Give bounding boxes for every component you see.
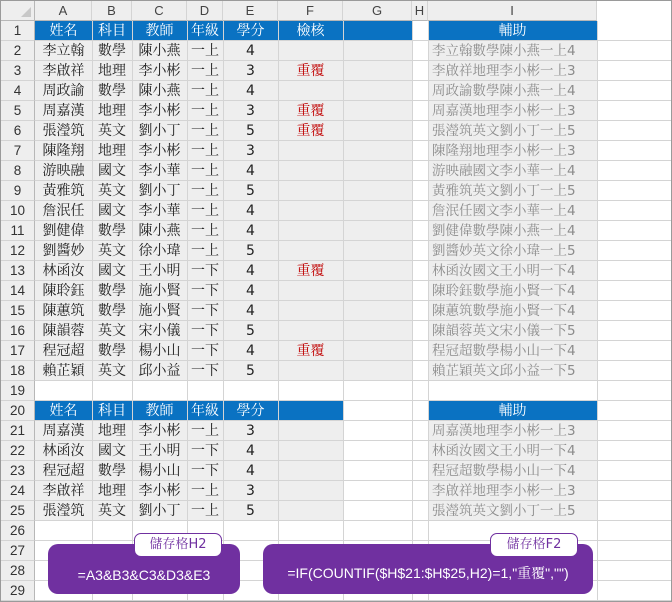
cell-reference-badge: 儲存格H2: [134, 533, 222, 557]
table1-cell[interactable]: 5: [246, 123, 255, 139]
table1-cell[interactable]: 4: [246, 343, 255, 359]
table2-cell[interactable]: 英文: [98, 503, 126, 519]
row-header-29[interactable]: 29: [1, 581, 35, 601]
table1-cell[interactable]: 一上: [191, 83, 219, 99]
row-header-16[interactable]: 16: [1, 321, 35, 341]
table2-header-cell[interactable]: 學分: [236, 403, 265, 419]
table1-cell[interactable]: 4: [246, 83, 255, 99]
table1-cell[interactable]: 徐小瑋: [138, 243, 181, 259]
check-cell[interactable]: [278, 241, 343, 261]
row-header-26[interactable]: 26: [1, 521, 35, 541]
table1-cell[interactable]: 地理: [98, 103, 126, 119]
row-header-8[interactable]: 8: [1, 161, 35, 181]
helper1-cell[interactable]: 游映融國文李小華一上4: [432, 163, 576, 179]
helper1-cell[interactable]: 劉醬妙英文徐小瑋一上5: [432, 243, 576, 259]
helper1-cell[interactable]: 黃雅筑英文劉小丁一上5: [432, 183, 576, 199]
table1-cell[interactable]: 詹泯任: [42, 203, 85, 219]
gridline-vertical: [412, 21, 413, 601]
check-cell[interactable]: 重覆: [296, 103, 325, 119]
table1-cell[interactable]: 陳蕙筑: [42, 303, 85, 319]
table1-cell[interactable]: 數學: [98, 43, 126, 59]
table1-cell[interactable]: 5: [246, 323, 255, 339]
row-header-28[interactable]: 28: [1, 561, 35, 581]
table1-cell[interactable]: 4: [246, 43, 255, 59]
helper1-cell[interactable]: 陳聆鈺數學施小賢一下4: [432, 283, 576, 299]
check-cell[interactable]: [278, 361, 343, 381]
table1-cell[interactable]: 一上: [191, 43, 219, 59]
table2-cell[interactable]: 周嘉漢: [42, 423, 85, 439]
table2-cell[interactable]: 地理: [98, 483, 126, 499]
table1-cell[interactable]: 李啟祥: [42, 63, 85, 79]
table1-cell[interactable]: 4: [246, 163, 255, 179]
table1-cell[interactable]: 王小明: [138, 263, 181, 279]
table1-cell[interactable]: 陳小燕: [138, 43, 181, 59]
table1-cell[interactable]: 3: [246, 103, 255, 119]
table1-cell[interactable]: 一上: [191, 183, 219, 199]
row-header-19[interactable]: 19: [1, 381, 35, 401]
table2-cell[interactable]: 林函汝: [42, 443, 85, 459]
table1-cell[interactable]: 3: [246, 143, 255, 159]
formula-text: =IF(COUNTIF($H$21:$H$25,H2)=1,"重覆",""): [287, 565, 569, 581]
table1-cell[interactable]: 劉小丁: [138, 183, 181, 199]
row-header-4[interactable]: 4: [1, 81, 35, 101]
table1-cell[interactable]: 陳聆鈺: [42, 283, 85, 299]
row-header-24[interactable]: 24: [1, 481, 35, 501]
table1-cell[interactable]: 一上: [191, 243, 219, 259]
table1-cell[interactable]: 英文: [98, 323, 126, 339]
table1-cell[interactable]: 劉健偉: [42, 223, 85, 239]
check-cell[interactable]: [278, 201, 343, 221]
table1-cell[interactable]: 周政諭: [42, 83, 85, 99]
row-header-9[interactable]: 9: [1, 181, 35, 201]
table1-cell[interactable]: 5: [246, 363, 255, 379]
row-header-21[interactable]: 21: [1, 421, 35, 441]
helper1-cell[interactable]: 林函汝國文王小明一下4: [432, 263, 576, 279]
table1-cell[interactable]: 一上: [191, 203, 219, 219]
table1-cell[interactable]: 陳小燕: [138, 223, 181, 239]
table1-cell[interactable]: 數學: [98, 83, 126, 99]
table2-cell[interactable]: 王小明: [138, 443, 181, 459]
table1-cell[interactable]: 4: [246, 223, 255, 239]
row-header-20[interactable]: 20: [1, 401, 35, 421]
helper2-cell[interactable]: 周嘉漢地理李小彬一上3: [432, 423, 576, 439]
table1-cell[interactable]: 國文: [98, 163, 126, 179]
column-header-b[interactable]: B: [92, 1, 132, 21]
table1-cell[interactable]: 國文: [98, 263, 126, 279]
table2-cell[interactable]: 劉小丁: [138, 503, 181, 519]
table2-header-cell[interactable]: 科目: [98, 403, 126, 419]
check-cell[interactable]: [278, 161, 343, 181]
row-header-7[interactable]: 7: [1, 141, 35, 161]
helper1-cell[interactable]: 周嘉漢地理李小彬一上3: [432, 103, 576, 119]
table1-cell[interactable]: 數學: [98, 283, 126, 299]
table1-cell[interactable]: 陳隆翔: [42, 143, 85, 159]
helper1-cell[interactable]: 詹泯任國文李小華一上4: [432, 203, 576, 219]
check-cell[interactable]: [278, 41, 343, 61]
table2-cell[interactable]: 程冠超: [42, 463, 85, 479]
table1-cell[interactable]: 周嘉漢: [42, 103, 85, 119]
column-header-e[interactable]: E: [223, 1, 278, 21]
table2-cell[interactable]: 張瀅筑: [42, 503, 85, 519]
formula-text: =A3&B3&C3&D3&E3: [77, 567, 211, 583]
row-header-12[interactable]: 12: [1, 241, 35, 261]
helper1-cell[interactable]: 張瀅筑英文劉小丁一上5: [432, 123, 576, 139]
table2-cell[interactable]: 國文: [98, 443, 126, 459]
table1-cell[interactable]: 一上: [191, 163, 219, 179]
check-cell[interactable]: [278, 221, 343, 241]
row-header-3[interactable]: 3: [1, 61, 35, 81]
check-cell[interactable]: [278, 141, 343, 161]
column-header-f[interactable]: F: [278, 1, 343, 21]
helper2-cell[interactable]: 程冠超數學楊小山一下4: [432, 463, 576, 479]
table2-cell[interactable]: 李小彬: [138, 423, 181, 439]
helper2-cell[interactable]: 林函汝國文王小明一下4: [432, 443, 576, 459]
table1-cell[interactable]: 黃雅筑: [42, 183, 85, 199]
row-header-13[interactable]: 13: [1, 261, 35, 281]
column-header-h[interactable]: H: [412, 1, 428, 21]
table1-cell[interactable]: 一下: [191, 263, 219, 279]
row-header-27[interactable]: 27: [1, 541, 35, 561]
table1-cell[interactable]: 李小彬: [138, 103, 181, 119]
row-header-11[interactable]: 11: [1, 221, 35, 241]
row-header-22[interactable]: 22: [1, 441, 35, 461]
column-header-g[interactable]: G: [343, 1, 412, 21]
helper2-cell[interactable]: 張瀅筑英文劉小丁一上5: [432, 503, 576, 519]
check-cell[interactable]: [278, 301, 343, 321]
table2-cell[interactable]: 4: [246, 463, 255, 479]
table1-cell[interactable]: 數學: [98, 343, 126, 359]
helper2-cell[interactable]: 李啟祥地理李小彬一上3: [432, 483, 576, 499]
helper1-cell[interactable]: 陳隆翔地理李小彬一上3: [432, 143, 576, 159]
table2-cell[interactable]: 5: [246, 503, 255, 519]
helper1-cell[interactable]: 李立翰數學陳小燕一上4: [432, 43, 576, 59]
table2-cell[interactable]: 地理: [98, 423, 126, 439]
helper1-cell[interactable]: 陳蕙筑數學施小賢一下4: [432, 303, 576, 319]
row-header-15[interactable]: 15: [1, 301, 35, 321]
row-header-1[interactable]: 1: [1, 21, 35, 41]
table1-cell[interactable]: 邱小益: [138, 363, 181, 379]
helper1-cell[interactable]: 賴芷穎英文邱小益一下5: [432, 363, 576, 379]
row-header-14[interactable]: 14: [1, 281, 35, 301]
table1-cell[interactable]: 英文: [98, 363, 126, 379]
table2-cell[interactable]: 3: [246, 483, 255, 499]
table2-cell[interactable]: 一上: [191, 423, 219, 439]
table1-cell[interactable]: 李小彬: [138, 63, 181, 79]
table1-header-cell[interactable]: 年級: [191, 23, 219, 39]
table1-cell[interactable]: 英文: [98, 243, 126, 259]
table1-cell[interactable]: 地理: [98, 143, 126, 159]
table1-cell[interactable]: 賴芷穎: [42, 363, 85, 379]
table2-cell[interactable]: 一上: [191, 503, 219, 519]
check-cell[interactable]: [278, 181, 343, 201]
helper1-cell[interactable]: 劉健偉數學陳小燕一上4: [432, 223, 576, 239]
table1-cell[interactable]: 5: [246, 183, 255, 199]
table1-cell[interactable]: 一下: [191, 283, 219, 299]
table2-cell[interactable]: 數學: [98, 463, 126, 479]
table2-header-cell[interactable]: 教師: [145, 403, 174, 419]
table1-header-cell[interactable]: 學分: [236, 23, 265, 39]
check-cell[interactable]: 重覆: [296, 123, 325, 139]
check-cell[interactable]: 重覆: [296, 263, 325, 279]
row-header-17[interactable]: 17: [1, 341, 35, 361]
table1-cell[interactable]: 游映融: [42, 163, 85, 179]
table1-header-cell[interactable]: 教師: [145, 23, 174, 39]
row-header-10[interactable]: 10: [1, 201, 35, 221]
table1-cell[interactable]: 一上: [191, 223, 219, 239]
helper1-cell[interactable]: 李啟祥地理李小彬一上3: [432, 63, 576, 79]
table2-cell[interactable]: 一下: [191, 463, 219, 479]
check-cell[interactable]: 重覆: [296, 63, 325, 79]
table1-cell[interactable]: 陳小燕: [138, 83, 181, 99]
table1-cell[interactable]: 程冠超: [42, 343, 85, 359]
row-header-25[interactable]: 25: [1, 501, 35, 521]
table2-cell[interactable]: 楊小山: [138, 463, 181, 479]
row-header-2[interactable]: 2: [1, 41, 35, 61]
table1-cell[interactable]: 英文: [98, 123, 126, 139]
table1-header-cell[interactable]: 科目: [98, 23, 126, 39]
select-all-triangle-icon: [21, 7, 31, 17]
table1-cell[interactable]: 施小賢: [138, 303, 181, 319]
row-header-6[interactable]: 6: [1, 121, 35, 141]
table1-cell[interactable]: 5: [246, 243, 255, 259]
table2-header-cell[interactable]: 年級: [191, 403, 219, 419]
check-cell[interactable]: [278, 281, 343, 301]
table1-cell[interactable]: 3: [246, 63, 255, 79]
helper1-cell[interactable]: 周政諭數學陳小燕一上4: [432, 83, 576, 99]
table1-cell[interactable]: 地理: [98, 63, 126, 79]
table1-cell[interactable]: 李小華: [138, 203, 181, 219]
row-header-5[interactable]: 5: [1, 101, 35, 121]
table1-cell[interactable]: 張瀅筑: [42, 123, 85, 139]
gridline-vertical: [343, 21, 344, 601]
column-header-i[interactable]: I: [428, 1, 597, 21]
table1-cell[interactable]: 陳韻蓉: [42, 323, 85, 339]
table1-cell[interactable]: 一下: [191, 303, 219, 319]
table1-cell[interactable]: 一下: [191, 363, 219, 379]
cell-reference-badge: 儲存格F2: [490, 533, 578, 557]
table1-cell[interactable]: 林函汝: [42, 263, 85, 279]
gridline-horizontal: [35, 600, 671, 601]
helper2-header-cell[interactable]: 輔助: [498, 403, 527, 419]
table1-cell[interactable]: 劉小丁: [138, 123, 181, 139]
table1-cell[interactable]: 李小華: [138, 163, 181, 179]
table1-cell[interactable]: 4: [246, 303, 255, 319]
table2-cell[interactable]: 一上: [191, 483, 219, 499]
row-header-18[interactable]: 18: [1, 361, 35, 381]
helper1-header-cell[interactable]: 輔助: [498, 23, 527, 39]
table1-cell[interactable]: 英文: [98, 183, 126, 199]
table1-cell[interactable]: 國文: [98, 203, 126, 219]
table1-cell[interactable]: 李立翰: [42, 43, 85, 59]
table1-cell[interactable]: 一上: [191, 63, 219, 79]
table2-header-cell[interactable]: 姓名: [49, 403, 78, 419]
table2-cell[interactable]: 李啟祥: [42, 483, 85, 499]
table1-cell[interactable]: 4: [246, 203, 255, 219]
table1-header-cell[interactable]: 檢核: [296, 23, 325, 39]
table1-header-cell[interactable]: 姓名: [49, 23, 78, 39]
row-header-23[interactable]: 23: [1, 461, 35, 481]
table1-cell[interactable]: 一上: [191, 103, 219, 119]
table1-cell[interactable]: 宋小儀: [138, 323, 181, 339]
column-header-c[interactable]: C: [132, 1, 187, 21]
select-all-corner[interactable]: [1, 1, 35, 21]
table1-cell[interactable]: 一下: [191, 343, 219, 359]
table2-cell[interactable]: 李小彬: [138, 483, 181, 499]
table1-cell[interactable]: 數學: [98, 303, 126, 319]
table1-cell[interactable]: 施小賢: [138, 283, 181, 299]
table1-cell[interactable]: 數學: [98, 223, 126, 239]
column-header-a[interactable]: A: [35, 1, 92, 21]
check-cell[interactable]: [278, 81, 343, 101]
check-cell[interactable]: [278, 321, 343, 341]
table1-cell[interactable]: 4: [246, 283, 255, 299]
table2-cell[interactable]: 4: [246, 443, 255, 459]
table2-cell[interactable]: 3: [246, 423, 255, 439]
table1-cell[interactable]: 一上: [191, 143, 219, 159]
table1-cell[interactable]: 劉醬妙: [42, 243, 85, 259]
table2-cell[interactable]: 一下: [191, 443, 219, 459]
helper1-cell[interactable]: 陳韻蓉英文宋小儀一下5: [432, 323, 576, 339]
table1-cell[interactable]: 4: [246, 263, 255, 279]
table1-cell[interactable]: 李小彬: [138, 143, 181, 159]
table1-cell[interactable]: 一下: [191, 323, 219, 339]
table1-cell[interactable]: 楊小山: [138, 343, 181, 359]
check-cell[interactable]: 重覆: [296, 343, 325, 359]
table1-cell[interactable]: 一上: [191, 123, 219, 139]
column-header-d[interactable]: D: [187, 1, 223, 21]
helper1-cell[interactable]: 程冠超數學楊小山一下4: [432, 343, 576, 359]
